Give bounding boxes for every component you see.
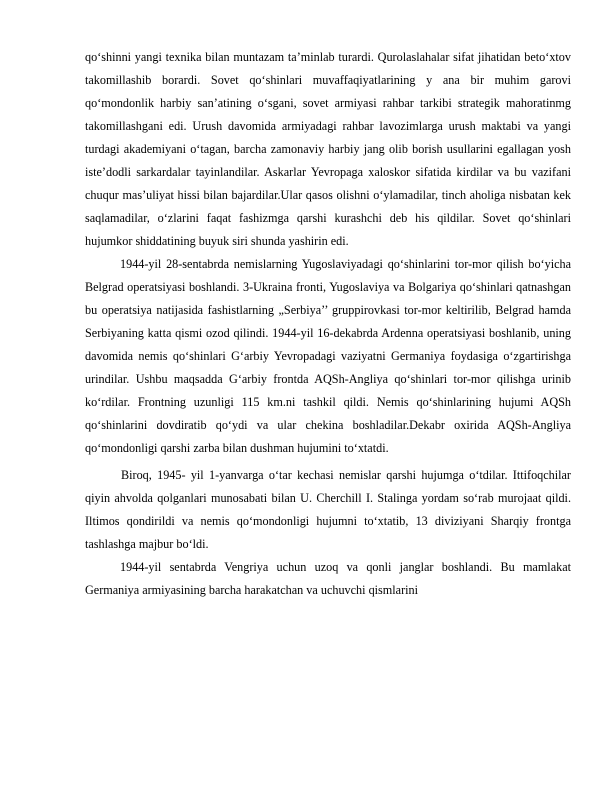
document-page — [85, 46, 571, 602]
paragraph-3: Biroq, 1945- yil 1-yanvarga o‘tar kechasi nemislar qarshi hujumga o‘tdilar. Ittifoqchilar qiyin ahvolda qolganlari munosabati bilan U. Cherchill I. Stalinga yordam so‘rab murojaat qildi. Iltimos qondirildi va nemis qo‘mondonligi hujumni to‘xtatib, 13 diviziyani Sharqiy frontga tashlashga majbur bo‘ldi. — [85, 468, 571, 551]
paragraph-2: 1944-yil 28-sentabrda nemislarning Yugoslaviyadagi qo‘shinlarini tor-mor qilish bo‘yicha Belgrad operatsiyasi boshlandi. 3-Ukraina fronti, Yugoslaviya va Bolgariya qo‘shinlari qatnashgan bu operatsiya natijasida fashistlarning „Serbiya’’ gruppirovkasi tor-mor keltirilib, Belgrad hamda Serbiyaning katta qismi ozod qilindi. 1944-yil 16-dekabrda Ardenna operatsiyasi boshlanib, uning davomida nemis qo‘shinlari G‘arbiy Yevropadagi vaziyatni Germaniya foydasiga o‘zgartirishga urindilar. Ushbu maqsadda G‘arbiy frontda AQSh-Angliya qo‘shinlari tor-mor qilishga urinib ko‘rdilar. Frontning uzunligi 115 km.ni tashkil qildi. Nemis qo‘shinlarining hujumi AQSh qo‘shinlarini dovdiratib qo‘ydi va ular chekina boshladilar.Dekabr oxirida AQSh-Angliya qo‘mondonligi qarshi zarba bilan dushman hujumini to‘xtatdi. — [85, 257, 571, 455]
paragraph-4: 1944-yil sentabrda Vengriya uchun uzoq va qonli janglar boshlandi. Bu mamlakat Germaniya armiyasining barcha harakatchan va uchuvchi qismlarini — [85, 560, 571, 597]
paragraph-1: qo‘shinni yangi texnika bilan muntazam ta’minlab turardi. Qurolaslahalar sifat jihatidan beto‘xtov takomillashib borardi. Sovet qo‘shinlari muvaffaqiyatlarining y ana bir muhim garovi qo‘mondonlik harbiy san’atining o‘sgani, sovet armiyasi rahbar tarkibi strategik mahoratinmg takomillashgani edi. Urush davomida armiyadagi rahbar lavozimlarga urush maktabi va yangi turdagi akademiyani o‘tagan, barcha zamonaviy harbiy jang olib borish usullarini egallagan yosh iste’dodli sarkardalar tayinlandilar. Askarlar Yevropaga xaloskor sifatida kirdilar va bu vazifani chuqur mas’uliyat hissi bilan bajardilar.Ular qasos olishni o‘ylamadilar, tinch aholiga nisbatan kek saqlamadilar, o‘zlarini faqat fashizmga qarshi kurashchi deb his qildilar. Sovet qo‘shinlari hujumkor shiddatining buyuk siri shunda yashirin edi. — [85, 50, 571, 248]
